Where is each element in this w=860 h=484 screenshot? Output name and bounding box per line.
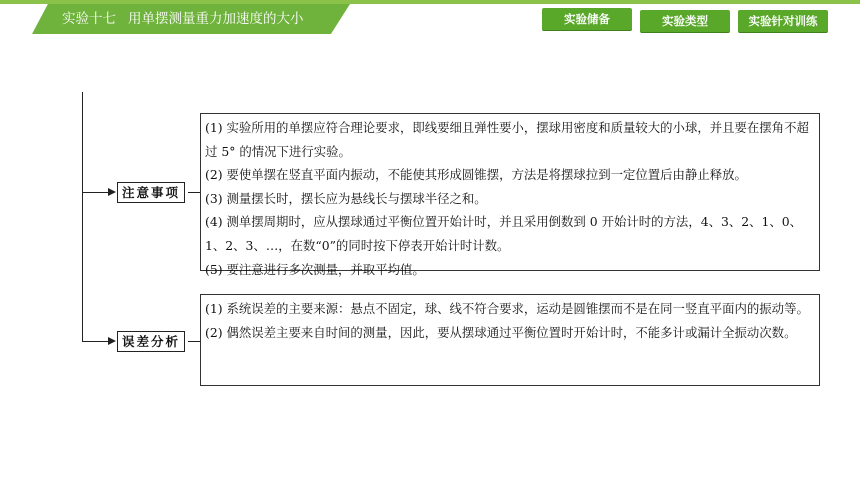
experiment-number: 实验十七	[62, 11, 116, 27]
nav-button-training[interactable]: 实验针对训练	[738, 10, 828, 32]
arrow-right-icon	[108, 188, 116, 196]
experiment-title: 用单摆测量重力加速度的大小	[128, 11, 304, 27]
note-item: (4) 测单摆周期时，应从摆球通过平衡位置开始计时，并且采用倒数到 0 开始计时的方法，4、3、2、1、0、1、2、3、…，在数“0”的同时按下停表开始计时计数。	[205, 214, 803, 253]
error-analysis-box	[200, 294, 820, 386]
note-item: (1) 实验所用的单摆应符合理论要求，即线要细且弹性要小，摆球用密度和质量较大的小球，并且要在摆角不超过 5° 的情况下进行实验。	[205, 120, 809, 159]
error-item: (1) 系统误差的主要来源：悬点不固定，球、线不符合要求，运动是圆锥摆而不是在同一竖直平面内的振动等。	[205, 301, 809, 316]
arrow-right-icon	[108, 337, 116, 345]
nav-button-preparation[interactable]: 实验储备	[542, 8, 632, 30]
error-item: (2) 偶然误差主要来自时间的测量，因此，要从摆球通过平衡位置时开始计时，不能多计或漏计全振动次数。	[205, 324, 797, 340]
connector-line	[82, 192, 108, 193]
connector-line	[82, 341, 108, 342]
note-item: (5) 要注意进行多次测量，并取平均值。	[205, 261, 425, 277]
header-top-line	[0, 0, 860, 4]
nav-button-types[interactable]: 实验类型	[640, 10, 730, 32]
note-item: (3) 测量摆长时，摆长应为悬线长与摆球半径之和。	[205, 190, 487, 206]
connector-line	[188, 341, 200, 342]
notes-box	[200, 113, 820, 277]
diagram-trunk-line	[82, 92, 83, 342]
error-analysis-label: 误差分析	[117, 331, 185, 352]
note-item: (2) 要使单摆在竖直平面内振动，不能使其形成圆锥摆，方法是将摆球拉到一定位置后由静止释放。	[205, 167, 747, 183]
page-title	[62, 9, 304, 29]
notes-label: 注意事项	[117, 182, 185, 203]
connector-line	[188, 192, 200, 193]
